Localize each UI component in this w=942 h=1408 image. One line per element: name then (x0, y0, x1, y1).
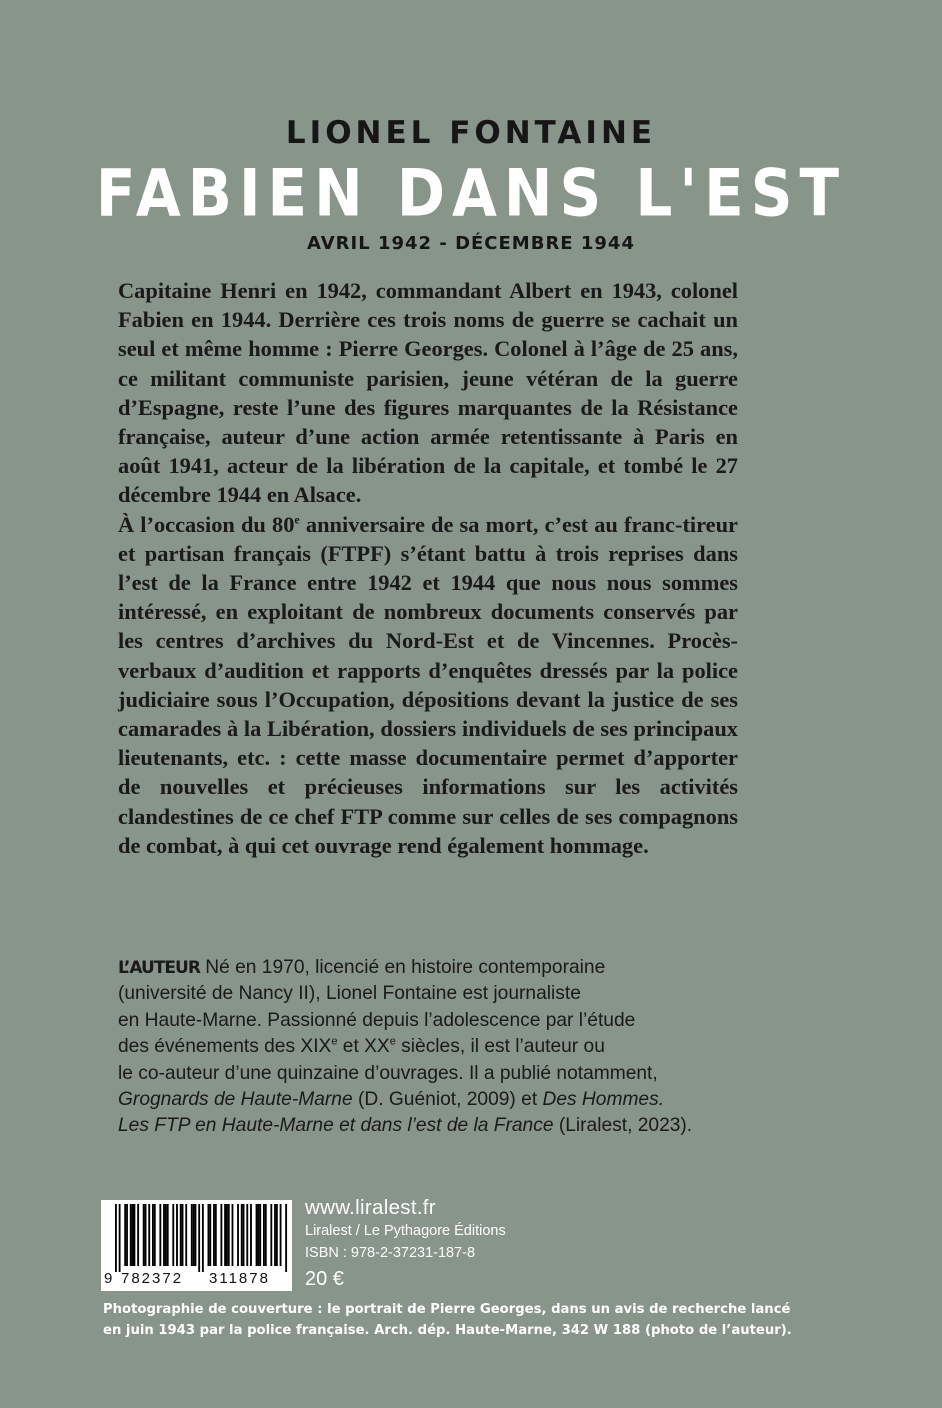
about-author (118, 955, 738, 1140)
about-line-3: en Haute-Marne. Passionné depuis l’adolescence par l’étude (118, 1009, 636, 1031)
barcode-bar (172, 1204, 174, 1266)
publisher-name: Liralest / Le Pythagore Éditions (305, 1223, 506, 1239)
book-ref-grognards: Grognards de Haute-Marne (118, 1089, 353, 1111)
barcode-bar (257, 1204, 259, 1266)
barcode-bar (143, 1204, 145, 1266)
book-ref-des-hommes: Des Hommes. (542, 1089, 665, 1111)
about-line-1: L’AUTEUR Né en 1970, licencié en histoire contemporaine (118, 957, 606, 978)
book-dates: AVRIL 1942 - DÉCEMBRE 1944 (307, 233, 635, 254)
barcode-bar (270, 1204, 272, 1266)
barcode-bar (145, 1204, 147, 1266)
barcode-bar (220, 1204, 222, 1266)
barcode-digits (101, 1270, 292, 1290)
isbn-barcode (101, 1200, 292, 1291)
barcode-bar (115, 1204, 117, 1272)
book-title: FABIEN DANS L'EST (95, 155, 847, 232)
price: 20 € (305, 1268, 344, 1290)
barcode-bar (241, 1204, 243, 1266)
barcode-bar (265, 1204, 267, 1266)
website-link[interactable]: www.liralest.fr (305, 1196, 436, 1219)
barcode-bar (209, 1204, 211, 1266)
barcode-bar (263, 1204, 265, 1266)
barcode-bar (176, 1204, 178, 1266)
barcode-bar (274, 1204, 276, 1266)
synopsis-paragraph-2 (118, 510, 738, 860)
barcode-bar (228, 1204, 230, 1266)
about-author-label: L’AUTEUR (118, 958, 200, 978)
barcode-bar (165, 1204, 167, 1266)
isbn-number: ISBN : 978-2-37231-187-8 (305, 1245, 476, 1261)
barcode-bar (185, 1204, 187, 1266)
synopsis-paragraph-1: Capitaine Henri en 1942, commandant Albert en 1943, colonel Fabien en 1944. Derrière ces trois noms de guerre se cachait un seul et même homme : Pierre Georges. Colonel à l’âge de 25 ans, ce militant communiste parisien, jeune vétéran de la guerre d’Espagne, reste l’une des figures marquantes de la Résistance française, auteur d’une action armée retentissante à Paris en août 1941, acteur de la libération de la capitale, et tombé le 27 décembre 1944 en Alsace. (118, 278, 738, 508)
about-line-7: Les FTP en Haute-Marne et dans l’est de la France (Liralest, 2023). (118, 1115, 693, 1137)
synopsis-p2-rest: anniversaire de sa mort, c’est au franc-tireur et partisan français (FTPF) s’étant battu à trois reprises dans l’est de la France entre 1942 et 1944 que nous nous sommes intéressé, en exploitant de nombreux documents conservés par les centres d’archives du Nord-Est et de Vincennes. Procès-verbaux d’audition et rapports d’enquêtes dressés par la police judiciaire sous l’Occupation, dépositions devant la justice de ses camarades à la Libération, dossiers individuels de ses principaux lieutenants, etc. : cette masse documentaire permet d’apporter de nouvelles et précieuses informations sur les activités clandestines de ce chef FTP comme sur celles de ses compagnons de combat, à qui cet ouvrage rend également hommage. (118, 511, 738, 858)
cover-photo-credits (103, 1300, 823, 1341)
barcode-bar (159, 1204, 161, 1266)
barcode-bar (243, 1204, 245, 1266)
barcode-bar (180, 1204, 182, 1266)
barcode-bar (167, 1204, 169, 1266)
synopsis-p2-start: À l’occasion du 80 (118, 511, 295, 537)
barcode-first-digit: 9 (104, 1270, 113, 1287)
barcode-bar (202, 1204, 204, 1272)
barcode-bar (215, 1204, 217, 1266)
barcode-left-group: 782372 (121, 1270, 184, 1287)
barcode-bar (193, 1204, 195, 1266)
about-line-2: (université de Nancy II), Lionel Fontaine est journaliste (118, 983, 581, 1005)
barcode-bar (154, 1204, 156, 1266)
barcode-bar (137, 1204, 139, 1266)
barcode-bars (101, 1200, 292, 1272)
barcode-bar (124, 1204, 126, 1266)
about-line-6: Grognards de Haute-Marne (D. Guéniot, 2009) et Des Hommes. (118, 1089, 665, 1111)
barcode-bar (226, 1204, 228, 1266)
barcode-bar (132, 1204, 134, 1266)
barcode-bar (198, 1204, 200, 1272)
barcode-bar (119, 1204, 121, 1272)
barcode-bar (285, 1204, 287, 1272)
barcode-bar (232, 1204, 234, 1266)
barcode-bar (213, 1204, 215, 1266)
barcode-bar (237, 1204, 239, 1266)
about-line-4: des événements des XIXe et XXe siècles, il est l’auteur ou (118, 1035, 605, 1058)
barcode-bar (134, 1204, 136, 1266)
barcode-bar (191, 1204, 193, 1266)
barcode-bar (152, 1204, 154, 1266)
ordinal-superscript: e (294, 512, 300, 527)
credits-line-1: Photographie de couverture : le portrait de Pierre Georges, dans un avis de recherche lancé (103, 1302, 791, 1317)
barcode-bar (256, 1204, 258, 1266)
barcode-bar (276, 1204, 278, 1266)
barcode-bar (130, 1204, 132, 1266)
barcode-bar (148, 1204, 150, 1266)
barcode-bar (195, 1204, 197, 1266)
barcode-bar (246, 1204, 248, 1266)
barcode-bar (259, 1204, 261, 1266)
barcode-bar (126, 1204, 128, 1266)
barcode-bar (163, 1204, 165, 1266)
about-line-5: le co-auteur d’une quinzaine d’ouvrages. Il a publié notamment, (118, 1062, 658, 1084)
barcode-bar (224, 1204, 226, 1266)
book-ref-ftp: Les FTP en Haute-Marne et dans l’est de la France (118, 1115, 554, 1137)
credits-line-2: en juin 1943 par la police française. Arch. dép. Haute-Marne, 342 W 188 (photo de l’auteur). (103, 1322, 792, 1338)
barcode-bar (280, 1204, 282, 1266)
barcode-bar (208, 1204, 210, 1266)
barcode-bar (250, 1204, 252, 1266)
synopsis (118, 276, 738, 860)
barcode-right-group: 311878 (209, 1270, 270, 1287)
author-name: LIONEL FONTAINE (285, 115, 657, 151)
barcode-bar (182, 1204, 184, 1266)
